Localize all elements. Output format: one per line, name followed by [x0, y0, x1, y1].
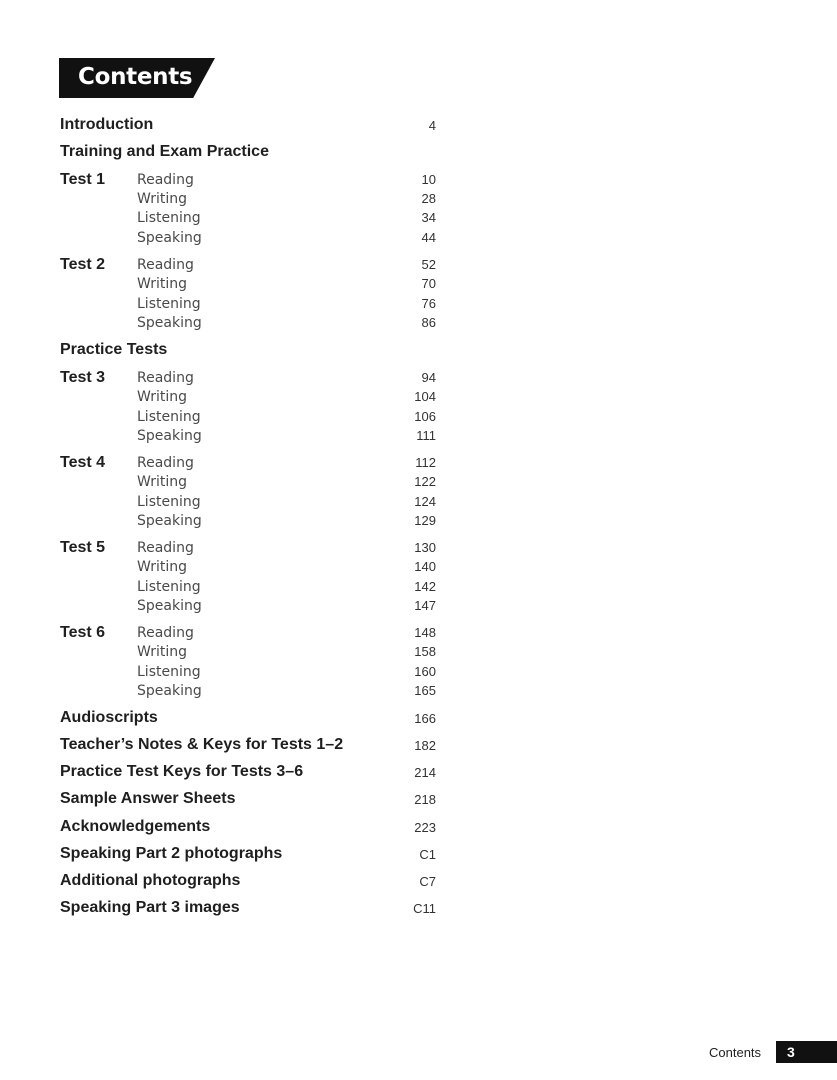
test-1-label: Test 1 [60, 171, 106, 188]
page-number: 148 [414, 625, 436, 640]
toc-sub-entry[interactable]: Speaking [137, 428, 202, 444]
footer-page-tab [776, 1041, 837, 1063]
toc-sub-entry[interactable]: Writing [137, 389, 187, 405]
toc-sub-entry[interactable]: Writing [137, 276, 187, 292]
test-6-label: Test 6 [60, 624, 106, 641]
page-number: 223 [414, 820, 436, 835]
footer-section-label: Contents [709, 1045, 762, 1060]
page-number: 130 [414, 540, 436, 555]
toc-entry-acknowledgements[interactable]: Acknowledgements [60, 818, 211, 835]
toc-sub-entry[interactable]: Writing [137, 191, 187, 207]
toc-entry-speaking-part2[interactable]: Speaking Part 2 photographs [60, 845, 283, 862]
toc-sub-entry[interactable]: Reading [137, 540, 194, 556]
toc-entry-teachers-notes[interactable]: Teacher’s Notes & Keys for Tests 1–2 [60, 736, 344, 753]
page-number: 166 [414, 711, 436, 726]
page-number: 104 [414, 389, 436, 404]
page-number: 10 [421, 172, 436, 187]
toc-sub-entry[interactable]: Reading [137, 455, 194, 471]
toc-sub-entry[interactable]: Listening [137, 210, 201, 226]
test-2-label: Test 2 [60, 256, 106, 273]
toc-sub-entry[interactable]: Listening [137, 409, 201, 425]
page-number: 70 [421, 276, 436, 291]
page-number: 44 [421, 230, 436, 245]
page-number: 142 [414, 579, 436, 594]
page-number: 124 [414, 494, 436, 509]
page-number: 158 [414, 644, 436, 659]
page-number: 112 [415, 455, 436, 470]
toc-sub-entry[interactable]: Reading [137, 257, 194, 273]
section-heading-training: Training and Exam Practice [60, 143, 269, 160]
toc-sub-entry[interactable]: Reading [137, 172, 194, 188]
toc-sub-entry[interactable]: Listening [137, 579, 201, 595]
page-number: 214 [414, 765, 436, 780]
page-number: 4 [428, 118, 436, 133]
page-number: 52 [421, 257, 436, 272]
test-3-label: Test 3 [60, 369, 106, 386]
test-4-label: Test 4 [60, 454, 106, 471]
toc-sub-entry[interactable]: Speaking [137, 683, 202, 699]
toc-entry-answer-sheets[interactable]: Sample Answer Sheets [60, 790, 236, 807]
toc-sub-entry[interactable]: Speaking [137, 513, 202, 529]
toc-entry-speaking-part3[interactable]: Speaking Part 3 images [60, 899, 240, 916]
page-number: 182 [414, 738, 436, 753]
page-number: 147 [414, 598, 436, 613]
toc-sub-entry[interactable]: Reading [137, 625, 194, 641]
toc-sub-entry[interactable]: Writing [137, 474, 187, 490]
toc-entry-audioscripts[interactable]: Audioscripts [60, 709, 158, 726]
page-number: 86 [421, 315, 436, 330]
test-5-label: Test 5 [60, 539, 106, 556]
toc-sub-entry[interactable]: Speaking [137, 598, 202, 614]
toc-sub-entry[interactable]: Writing [137, 559, 187, 575]
page-number: 122 [414, 474, 436, 489]
page-number: 165 [414, 683, 436, 698]
footer-page-number: 3 [787, 1044, 795, 1060]
page-title: Contents [78, 64, 193, 90]
page-number: C7 [419, 874, 436, 889]
page-number: C11 [413, 901, 436, 916]
page-number: 160 [414, 664, 436, 679]
toc-sub-entry[interactable]: Writing [137, 644, 187, 660]
toc-entry-introduction[interactable]: Introduction [60, 116, 154, 133]
page-number: 129 [414, 513, 436, 528]
page-number: 76 [421, 296, 436, 311]
page-number: 94 [421, 370, 436, 385]
section-heading-practice: Practice Tests [60, 341, 168, 358]
page-number: 28 [421, 191, 436, 206]
toc-sub-entry[interactable]: Listening [137, 494, 201, 510]
toc-sub-entry[interactable]: Listening [137, 296, 201, 312]
page-number: 218 [414, 792, 436, 807]
page-number: 140 [414, 559, 436, 574]
toc-entry-practice-keys[interactable]: Practice Test Keys for Tests 3–6 [60, 763, 304, 780]
toc-sub-entry[interactable]: Speaking [137, 315, 202, 331]
page-number: 106 [414, 409, 436, 424]
toc-sub-entry[interactable]: Reading [137, 370, 194, 386]
toc-entry-additional-photos[interactable]: Additional photographs [60, 872, 241, 889]
toc-sub-entry[interactable]: Listening [137, 664, 201, 680]
page-number: 111 [416, 428, 436, 443]
page-number: C1 [419, 847, 436, 862]
toc-sub-entry[interactable]: Speaking [137, 230, 202, 246]
page-number: 34 [421, 210, 436, 225]
